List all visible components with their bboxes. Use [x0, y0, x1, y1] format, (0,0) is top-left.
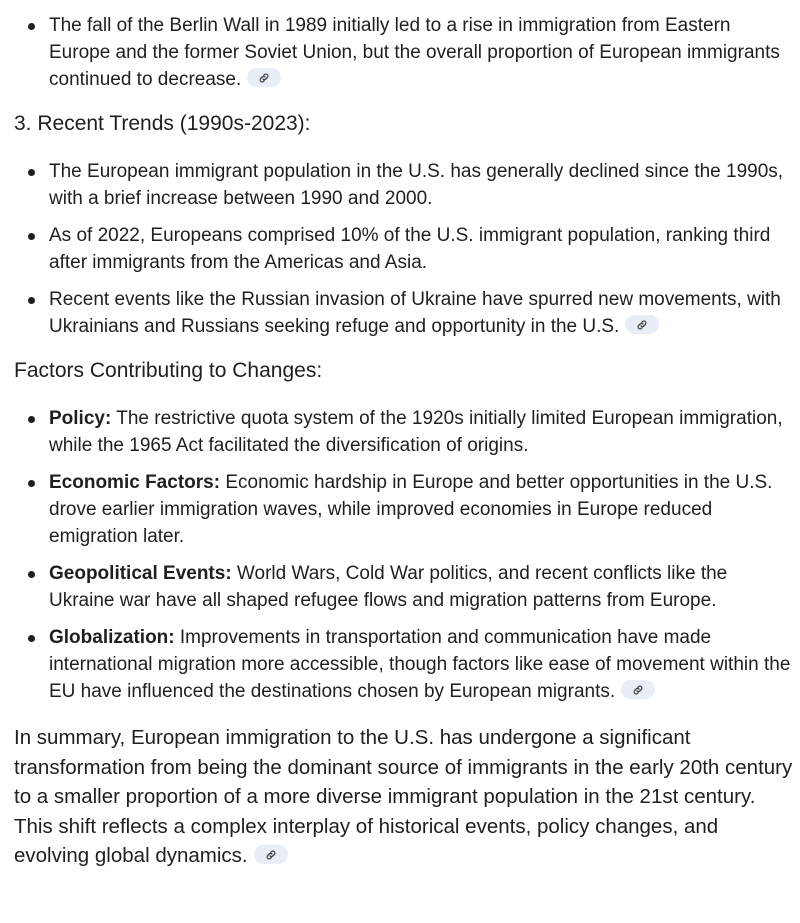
summary-paragraph: In summary, European immigration to the U.S. has undergone a significant transformation from being the dominant source of immigrants in the early 20th century to a smaller proportion of a more diverse immigrant population in the 21st century. This shift reflects a complex interplay of historical events, policy changes, and evolving global dynamics. [14, 726, 793, 867]
list-item: The European immigrant population in the U.S. has generally declined since the 1990s, with a brief increase between 1990 and 2000. [14, 158, 794, 212]
factor-term: Policy: [49, 408, 112, 429]
bullet-list-recent-trends [14, 158, 794, 340]
list-item: As of 2022, Europeans comprised 10% of the U.S. immigrant population, ranking third after immigrants from the Americas and Asia. [14, 222, 794, 276]
factor-term: Economic Factors: [49, 472, 221, 493]
citation-chip[interactable] [254, 845, 288, 864]
section-heading-recent-trends: 3. Recent Trends (1990s-2023): [14, 112, 311, 135]
citation-chip[interactable] [621, 680, 655, 699]
bullet-list-factors [14, 405, 794, 705]
list-item: Geopolitical Events: World Wars, Cold War politics, and recent conflicts like the Ukraine war have all shaped refugee flows and migration patterns from Europe. [14, 560, 794, 614]
citation-chip[interactable] [247, 68, 281, 87]
list-item: Globalization: Improvements in transportation and communication have made international migration more accessible, though factors like ease of movement within the EU have influenced the destinations chosen by European migrants. [14, 624, 794, 705]
link-icon [265, 849, 277, 861]
list-item: Economic Factors: Economic hardship in Europe and better opportunities in the U.S. drove earlier immigration waves, while improved economies in Europe reduced emigration later. [14, 469, 794, 550]
citation-chip[interactable] [625, 315, 659, 334]
link-icon [258, 72, 270, 84]
factor-term: Globalization: [49, 627, 175, 648]
link-icon [632, 684, 644, 696]
bullet-list-berlin [14, 12, 794, 93]
section-heading-factors: Factors Contributing to Changes: [14, 359, 323, 382]
factor-term: Geopolitical Events: [49, 563, 232, 584]
link-icon [636, 319, 648, 331]
response-content [14, 12, 794, 871]
list-item: Policy: The restrictive quota system of the 1920s initially limited European immigration, while the 1965 Act facilitated the diversification of origins. [14, 405, 794, 459]
list-item: Recent events like the Russian invasion of Ukraine have spurred new movements, with Ukrainians and Russians seeking refuge and opportunity in the U.S. [14, 286, 794, 340]
list-item: The fall of the Berlin Wall in 1989 initially led to a rise in immigration from Eastern Europe and the former Soviet Union, but the overall proportion of European immigrants continued to decrease. [14, 12, 794, 93]
